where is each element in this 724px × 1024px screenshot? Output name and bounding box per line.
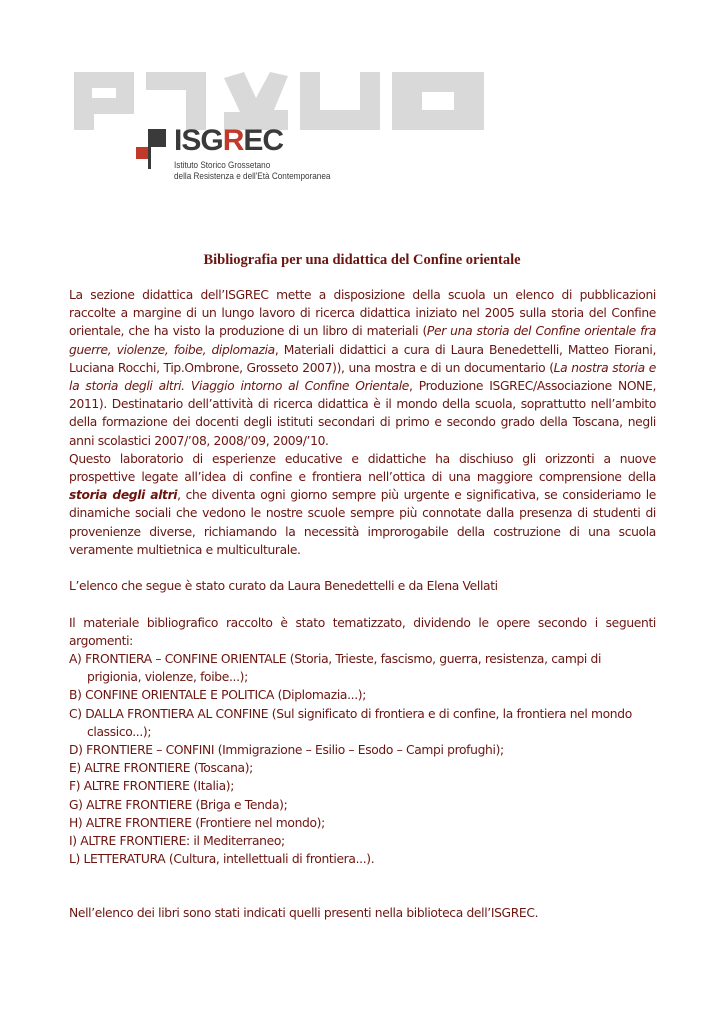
documentary-title: La nostra storia e la storia degli altri. Viaggio intorno al Confine Orientale (69, 360, 656, 394)
hebrew-glyphs-logo-icon (74, 72, 484, 130)
paragraph-intro: La sezione didattica dell’ISGREC mette a disposizione della scuola un elenco di pubblicazioni raccolte a margine di un lungo lavoro di ricerca didattica iniziato nel 2005 sulla storia del Confine orientale, che ha visto la produzione di un libro di materiali (Per una storia del Confine orientale fra guerre, violenze, foibe, diplomazia, Materiali didattici a cura di Laura Benedettelli, Matteo Fiorani, Luciana Rocchi, Tip.Ombrone, Grosseto 2007)), una mostra e di un documentario (La nostra storia e la storia degli altri. Viaggio intorno al Confine Orientale, Produzione ISGREC/Associazione NONE, 2011). Destinatario dell’attività di ricerca didattica è il mondo della scuola, soprattutto nell’ambito della formazione dei docenti degli istituti secondari di primo e secondo grado della Toscana, negli anni scolastici 2007/’08, 2008/’09, 2009/’10. (69, 288, 657, 448)
document-body (69, 286, 656, 923)
list-item: G) ALTRE FRONTIERE (Briga e Tenda); (69, 797, 288, 812)
list-item: I) ALTRE FRONTIERE: il Mediterraneo; (69, 834, 285, 849)
list-item: C) DALLA FRONTIERA AL CONFINE (Sul significato di frontiera e di confine, la frontiera nel mondo classico...); (69, 706, 632, 739)
logo-subtitle (174, 160, 330, 182)
logo-wordmark: ISGREC (174, 124, 284, 157)
list-item: D) FRONTIERE – CONFINI (Immigrazione – Esilio – Esodo – Campi profughi); (69, 743, 504, 758)
paragraph-list-intro: Il materiale bibliografico raccolto è stato tematizzato, dividendo le opere secondo i seguenti argomenti: (69, 615, 656, 648)
logo-subtitle-line1: Istituto Storico Grossetano (174, 160, 271, 171)
book-title: Per una storia del Confine orientale fra guerre, violenze, foibe, diplomazia (69, 324, 656, 357)
logo-square-mark-icon (136, 129, 166, 169)
logo-subtitle-line2: della Resistenza e dell'Età Contemporanea (174, 171, 331, 182)
paragraph-curated: L’elenco che segue è stato curato da Laura Benedettelli e da Elena Vellati (69, 579, 498, 594)
list-item: E) ALTRE FRONTIERE (Toscana); (69, 761, 253, 776)
list-item: F) ALTRE FRONTIERE (Italia); (69, 779, 234, 794)
paragraph-laboratory: Questo laboratorio di esperienze educative e didattiche ha dischiuso gli orizzonti a nuove prospettive legate all’idea di confine e frontiera nell’ottica di una maggiore comprensione della storia degli altri, che diventa ogni giorno sempre più urgente e significativa, se consideriamo le dinamiche sociali che vedono le nostre scuole sempre più connotate dalla presenza di studenti di provenienze diverse, richiamando la necessità improrogabile della costruzione di una scuola veramente multietnica e multiculturale. (69, 451, 657, 557)
document-title: Bibliografia per una didattica del Confine orientale (203, 252, 521, 268)
list-item: B) CONFINE ORIENTALE E POLITICA (Diplomazia...); (69, 688, 367, 703)
list-item: A) FRONTIERA – CONFINE ORIENTALE (Storia, Trieste, fascismo, guerra, resistenza, campi di prigionia, violenze, foibe...); (69, 652, 602, 685)
emphasis-storia-degli-altri: storia degli altri (69, 488, 178, 503)
list-item: H) ALTRE FRONTIERE (Frontiere nel mondo); (69, 815, 325, 830)
isgrec-logo (74, 72, 494, 192)
paragraph-closing: Nell’elenco dei libri sono stati indicati quelli presenti nella biblioteca dell’ISGREC. (69, 906, 539, 921)
list-item: L) LETTERATURA (Cultura, intellettuali di frontiera...). (69, 852, 375, 867)
topic-list (69, 650, 656, 868)
